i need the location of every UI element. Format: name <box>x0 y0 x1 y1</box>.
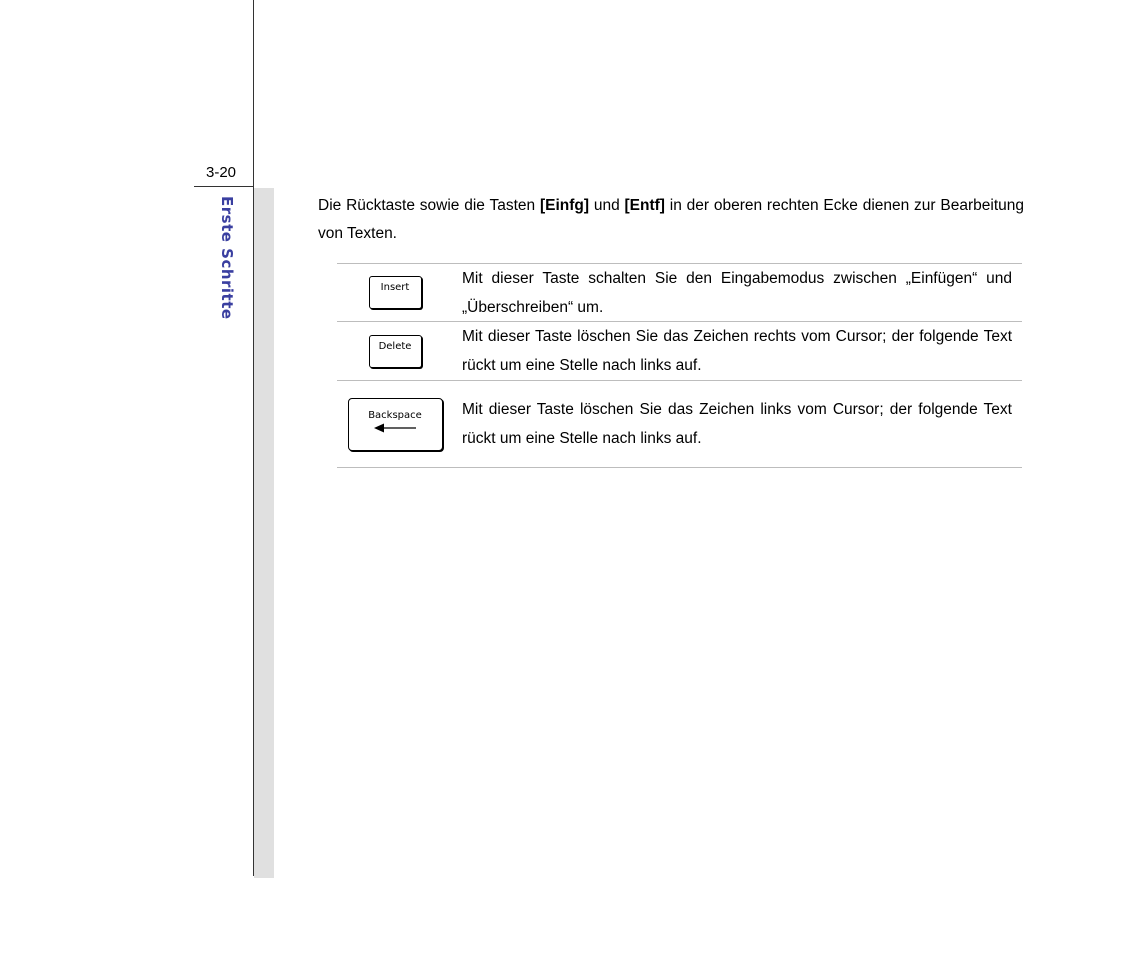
intro-text-part3: in der oberen rechten Ecke dienen zur Bearbeitung von Texten. <box>318 197 1024 242</box>
backspace-key-icon <box>348 398 443 451</box>
intro-text-part2: und <box>589 197 625 214</box>
key-description-text: Mit dieser Taste löschen Sie das Zeichen rechts vom Cursor; der folgende Text rückt um eine Stelle nach links auf. <box>462 328 1012 374</box>
key-table <box>337 263 1022 468</box>
intro-text-part1: Die Rücktaste sowie die Tasten <box>318 197 540 214</box>
key-description-text: Mit dieser Taste schalten Sie den Eingabemodus zwischen „Einfügen“ und „Überschreiben“ um. <box>462 269 1012 316</box>
margin-gray-bar <box>254 188 274 878</box>
key-row-insert <box>337 264 1022 322</box>
key-cell <box>337 322 453 380</box>
page-number: 3-20 <box>206 164 237 181</box>
keycap-label: Backspace <box>368 409 422 421</box>
intro-paragraph <box>318 192 1024 248</box>
delete-key-icon <box>369 335 422 368</box>
chapter-title: Erste Schritte <box>218 196 236 320</box>
keycap-label: Insert <box>380 282 410 293</box>
key-cell <box>337 264 453 321</box>
key-description <box>453 264 1022 321</box>
insert-key-icon <box>369 276 422 309</box>
key-row-delete <box>337 322 1022 381</box>
key-description <box>453 381 1022 467</box>
left-arrow-icon <box>374 423 416 433</box>
intro-key-entf: [Entf] <box>624 197 665 214</box>
intro-key-einfg: [Einfg] <box>539 197 590 214</box>
keycap-label: Delete <box>378 340 412 352</box>
key-row-backspace <box>337 381 1022 468</box>
key-description <box>453 322 1022 380</box>
key-description-text: Mit dieser Taste löschen Sie das Zeichen links vom Cursor; der folgende Text rückt um eine Stelle nach links auf. <box>462 401 1012 447</box>
key-cell <box>337 381 453 467</box>
page-number-rule <box>194 186 254 187</box>
